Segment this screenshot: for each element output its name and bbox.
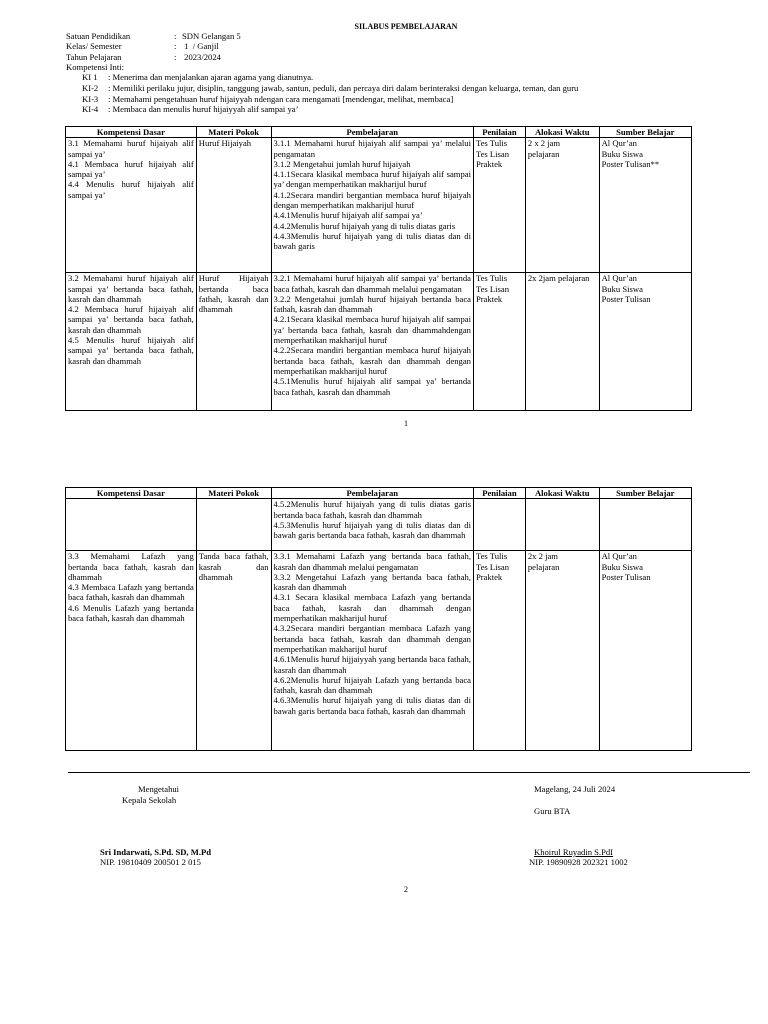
table-header-row bbox=[66, 488, 692, 499]
kd-cell bbox=[66, 551, 197, 751]
col-header: Penilaian bbox=[473, 488, 525, 499]
penilaian-cell bbox=[473, 551, 525, 751]
pembelajaran-item: 4.4.2Menulis huruf hijaiyah yang di tulis diatas garis bbox=[273, 220, 456, 231]
sumber-item: Poster Tulisan bbox=[601, 571, 651, 582]
col-header: Penilaian bbox=[473, 127, 525, 138]
kd-item: 3.1 Memahami huruf hijaiyah alif sampai ya’ bbox=[68, 138, 194, 159]
col-header: Kompetensi Dasar bbox=[66, 488, 197, 499]
penilaian-item: Tes Tulis bbox=[475, 273, 508, 284]
materi-item: Tanda baca fathah, kasrah dan dhammah bbox=[198, 551, 269, 582]
ki-code: KI-3 bbox=[82, 94, 99, 104]
pembelajaran-item: 4.6.3Menulis huruf hijaiyah yang di tulis diatas dan di bawah garis bertanda baca fathah, kasrah dan dhammah bbox=[273, 695, 471, 716]
kd-item: 4.4 Menulis huruf hijaiyah alif sampai ya’ bbox=[68, 179, 194, 200]
ki-item bbox=[82, 104, 298, 114]
document-title: SILABUS PEMBELAJARAN bbox=[354, 22, 458, 31]
penilaian-item: Tes Lisan bbox=[475, 561, 510, 572]
ki-text: : Membaca dan menulis huruf hijaiyyah alif sampai ya’ bbox=[108, 104, 299, 114]
penilaian-cell bbox=[473, 273, 525, 411]
pembelajaran-item: 4.5.1Menulis huruf hijaiyah alif sampai ya’ bertanda baca fathah, kasrah dan dhammah bbox=[273, 376, 471, 397]
sumber-item: Buku Siswa bbox=[601, 561, 643, 572]
penilaian-item: Tes Lisan bbox=[475, 283, 510, 294]
alokasi-cell bbox=[525, 499, 599, 551]
penilaian-item: Praktek bbox=[475, 293, 503, 304]
header-label: Satuan Pendidikan bbox=[66, 31, 131, 41]
alokasi-cell bbox=[525, 551, 599, 751]
sumber-item: Buku Siswa bbox=[601, 283, 643, 294]
pembelajaran-item: 4.2.2Secara mandiri bergantian membaca huruf hijaiyah bertanda baca fathah, kasrah dan dhammah dengan memperhatikan makharijul huruf bbox=[273, 345, 471, 376]
penilaian-item: Tes Tulis bbox=[475, 138, 508, 149]
penilaian-item: Praktek bbox=[475, 158, 503, 169]
sign-left-name: Sri Indarwati, S.Pd. SD, M.Pd bbox=[100, 847, 212, 857]
alokasi-item: 2x 2jam pelajaran bbox=[527, 273, 590, 284]
sign-right-name: Khoirul Ruyadin S.PdI bbox=[534, 847, 614, 857]
sign-left-nip: NIP. 19810409 200501 2 015 bbox=[100, 857, 201, 867]
sumber-cell bbox=[599, 551, 691, 751]
sumber-item: Poster Tulisan** bbox=[601, 158, 660, 169]
sumber-item: Al Qur’an bbox=[601, 551, 637, 562]
ki-text: : Menerima dan menjalankan ajaran agama yang dianutnya. bbox=[108, 72, 314, 82]
alokasi-item: pelajaran bbox=[527, 148, 560, 159]
table-row bbox=[66, 551, 692, 751]
kd-cell bbox=[66, 138, 197, 273]
materi-cell bbox=[196, 499, 271, 551]
header-value: SDN Gelangan 5 bbox=[182, 31, 241, 41]
sign-right-role: Guru BTA bbox=[534, 806, 571, 816]
alokasi-item: 2 x 2 jam bbox=[527, 138, 561, 149]
pembelajaran-item: 3.3.1 Memahami Lafazh yang bertanda baca fathah, kasrah dan dhammah melalui pengamatan bbox=[273, 551, 471, 572]
header-label: Tahun Pelajaran bbox=[66, 52, 122, 62]
pembelajaran-item: 4.6.2Menulis huruf hijaiyah Lafazh yang bertanda baca fathah, kasrah dan dhammah bbox=[273, 674, 471, 696]
sumber-cell bbox=[599, 499, 691, 551]
materi-item: Huruf Hijaiyah bbox=[198, 138, 252, 149]
sumber-item: Poster Tulisan bbox=[601, 293, 651, 304]
pembelajaran-cell bbox=[271, 551, 473, 751]
col-header: Materi Pokok bbox=[196, 127, 271, 138]
header-row-tahun bbox=[66, 52, 221, 62]
col-header: Materi Pokok bbox=[196, 488, 271, 499]
pembelajaran-item: 3.1.1 Memahami huruf hijaiyah alif sampai ya’ melalui pengamatan bbox=[273, 138, 471, 159]
kd-item: 3.3 Memahami Lafazh yang bertanda baca fathah, kasrah dan dhammah bbox=[68, 551, 194, 582]
col-header: Pembelajaran bbox=[271, 488, 473, 499]
header-value: 1 / Ganjil bbox=[182, 41, 219, 51]
ki-code: KI 1 bbox=[82, 72, 98, 82]
pembelajaran-item: 4.6.1Menulis huruf hijjaiyyah yang bertanda baca fathah, kasrah dan dhammah bbox=[273, 654, 471, 675]
alokasi-item: pelajaran bbox=[527, 561, 560, 572]
ki-item bbox=[82, 72, 313, 82]
pembelajaran-cell bbox=[271, 499, 473, 551]
pembelajaran-item: 4.4.1Menulis huruf hijaiyah alif sampai ya’ bbox=[273, 210, 423, 221]
penilaian-item: Praktek bbox=[475, 571, 503, 582]
header-sep: : bbox=[174, 41, 177, 51]
header-row-satuan bbox=[66, 31, 241, 41]
pembelajaran-item: 4.4.3Menulis huruf hijaiyah yang di tulis diatas dan di bawah garis bbox=[273, 230, 471, 252]
col-header: Alokasi Waktu bbox=[525, 127, 599, 138]
pembelajaran-item: 4.1.2Secara mandiri bergantian membaca huruf hijaiyah dengan memperhatikan makharijul huruf bbox=[273, 189, 471, 211]
sumber-item: Al Qur’an bbox=[601, 138, 637, 149]
alokasi-item: 2x 2 jam bbox=[527, 551, 558, 562]
sumber-cell bbox=[599, 138, 691, 273]
header-label: Kelas/ Semester bbox=[66, 41, 122, 51]
materi-item: Huruf Hijaiyah bertanda baca fathah, kasrah dan dhammah bbox=[198, 273, 269, 315]
col-header: Sumber Belajar bbox=[599, 488, 691, 499]
pembelajaran-item: 4.5.2Menulis huruf hijaiyah yang di tulis diatas garis bertanda baca fathah, kasrah dan dhammah bbox=[273, 499, 471, 520]
alokasi-cell bbox=[525, 138, 599, 273]
ki-text: : Memiliki perilaku jujur, disiplin, tanggung jawab, santun, peduli, dan percaya diri dalam berinteraksi dengan keluarga, teman, dan guru bbox=[108, 83, 579, 93]
pembelajaran-cell bbox=[271, 138, 473, 273]
col-header: Sumber Belajar bbox=[599, 127, 691, 138]
header-sep: : bbox=[174, 31, 177, 41]
col-header: Pembelajaran bbox=[271, 127, 473, 138]
pembelajaran-item: 4.5.3Menulis huruf hijaiyah yang di tulis diatas dan di bawah garis bertanda baca fathah, kasrah dan dhammah bbox=[273, 519, 471, 541]
table-row bbox=[66, 138, 692, 273]
sumber-item: Buku Siswa bbox=[601, 148, 643, 159]
pembelajaran-item: 4.2.1Secara klasikal membaca huruf hijaiyah alif sampai ya’ bertanda baca fathah, kasrah dan dhammahdengan memperhatikan makharijul huruf bbox=[273, 314, 471, 346]
sumber-item: Al Qur’an bbox=[601, 273, 637, 284]
pembelajaran-item: 4.3.1 Secara klasikal membaca Lafazh yang bertanda baca fathah, kasrah dan dhammah dengan memperhatikan makharijul huruf bbox=[273, 592, 471, 624]
sign-left-line1: Mengetahui bbox=[138, 784, 180, 794]
alokasi-cell bbox=[525, 273, 599, 411]
signature-divider bbox=[68, 772, 750, 773]
table-header-row bbox=[66, 127, 692, 138]
kd-cell bbox=[66, 273, 197, 411]
page-number: 2 bbox=[404, 885, 408, 894]
kd-item: 4.1 Membaca huruf hijaiyah alif sampai ya’ bbox=[68, 158, 194, 180]
sign-right-nip: NIP. 19890928 202321 1002 bbox=[529, 857, 628, 867]
penilaian-item: Tes Tulis bbox=[475, 551, 508, 562]
ki-heading: Kompetensi Inti: bbox=[66, 62, 124, 72]
header-value: 2023/2024 bbox=[182, 52, 221, 62]
pembelajaran-item: 3.3.2 Mengetahui Lafazh yang bertanda baca fathah, kasrah dan dhammah bbox=[273, 571, 471, 593]
penilaian-cell bbox=[473, 499, 525, 551]
kd-cell bbox=[66, 499, 197, 551]
pembelajaran-item: 4.3.2Secara mandiri bergantian membaca Lafazh yang bertanda baca fathah, kasrah dan dhammah dengan memperhatikan makharijul huruf bbox=[273, 623, 471, 654]
ki-item bbox=[82, 94, 453, 104]
kd-item: 4.5 Menulis huruf hijaiyah alif sampai ya’ bertanda baca fathah, kasrah dan dhammah bbox=[68, 335, 194, 366]
pembelajaran-item: 4.1.1Secara klasikal membaca huruf hijaiyah alif sampai ya’ dengan memperhatikan makharijul huruf bbox=[273, 169, 471, 190]
col-header: Alokasi Waktu bbox=[525, 488, 599, 499]
sign-left-line2: Kepala Sekolah bbox=[122, 795, 177, 805]
pembelajaran-cell bbox=[271, 273, 473, 411]
pembelajaran-item: 3.2.1 Memahami huruf hijaiyah alif sampai ya’ bertanda baca fathah, kasrah dan dhammah melalui pengamatan bbox=[273, 273, 471, 294]
page-number: 1 bbox=[404, 419, 408, 428]
header-sep: : bbox=[174, 52, 177, 62]
materi-cell bbox=[196, 273, 271, 411]
pembelajaran-item: 3.1.2 Mengetahui jumlah huruf hijaiyah bbox=[273, 158, 411, 169]
sumber-cell bbox=[599, 273, 691, 411]
syllabus-table-page1 bbox=[65, 126, 692, 411]
ki-code: KI-2 bbox=[82, 83, 99, 93]
kd-item: 4.6 Menulis Lafazh yang bertanda baca fathah, kasrah dan dhammah bbox=[68, 602, 194, 624]
syllabus-table-page2 bbox=[65, 487, 692, 751]
pembelajaran-item: 3.2.2 Mengetahui jumlah huruf hijaiyah bertanda baca fathah, kasrah dan dhammah bbox=[273, 293, 471, 315]
ki-code: KI-4 bbox=[82, 104, 99, 114]
kd-item: 4.2 Membaca huruf hijaiyah alif sampai ya’ bertanda baca fathah, kasrah dan dhammah bbox=[68, 304, 194, 335]
materi-cell bbox=[196, 551, 271, 751]
ki-item bbox=[82, 83, 578, 93]
sign-right-date: Magelang, 24 Juli 2024 bbox=[534, 784, 616, 794]
header-row-kelas bbox=[66, 41, 219, 51]
penilaian-cell bbox=[473, 138, 525, 273]
penilaian-item: Tes Lisan bbox=[475, 148, 510, 159]
materi-cell bbox=[196, 138, 271, 273]
kd-item: 4.3 Membaca Lafazh yang bertanda baca fathah, kasrah dan dhammah bbox=[68, 582, 194, 603]
table-row bbox=[66, 273, 692, 411]
table-row bbox=[66, 499, 692, 551]
kd-item: 3.2 Memahami huruf hijaiyah alif sampai ya’ bertanda baca fathah, kasrah dan dhammah bbox=[68, 273, 194, 304]
ki-text: : Memahami pengetahuan huruf hijaiyyah ndengan cara mengamati [mendengar, melihat, membaca] bbox=[108, 94, 454, 104]
col-header: Kompetensi Dasar bbox=[66, 127, 197, 138]
